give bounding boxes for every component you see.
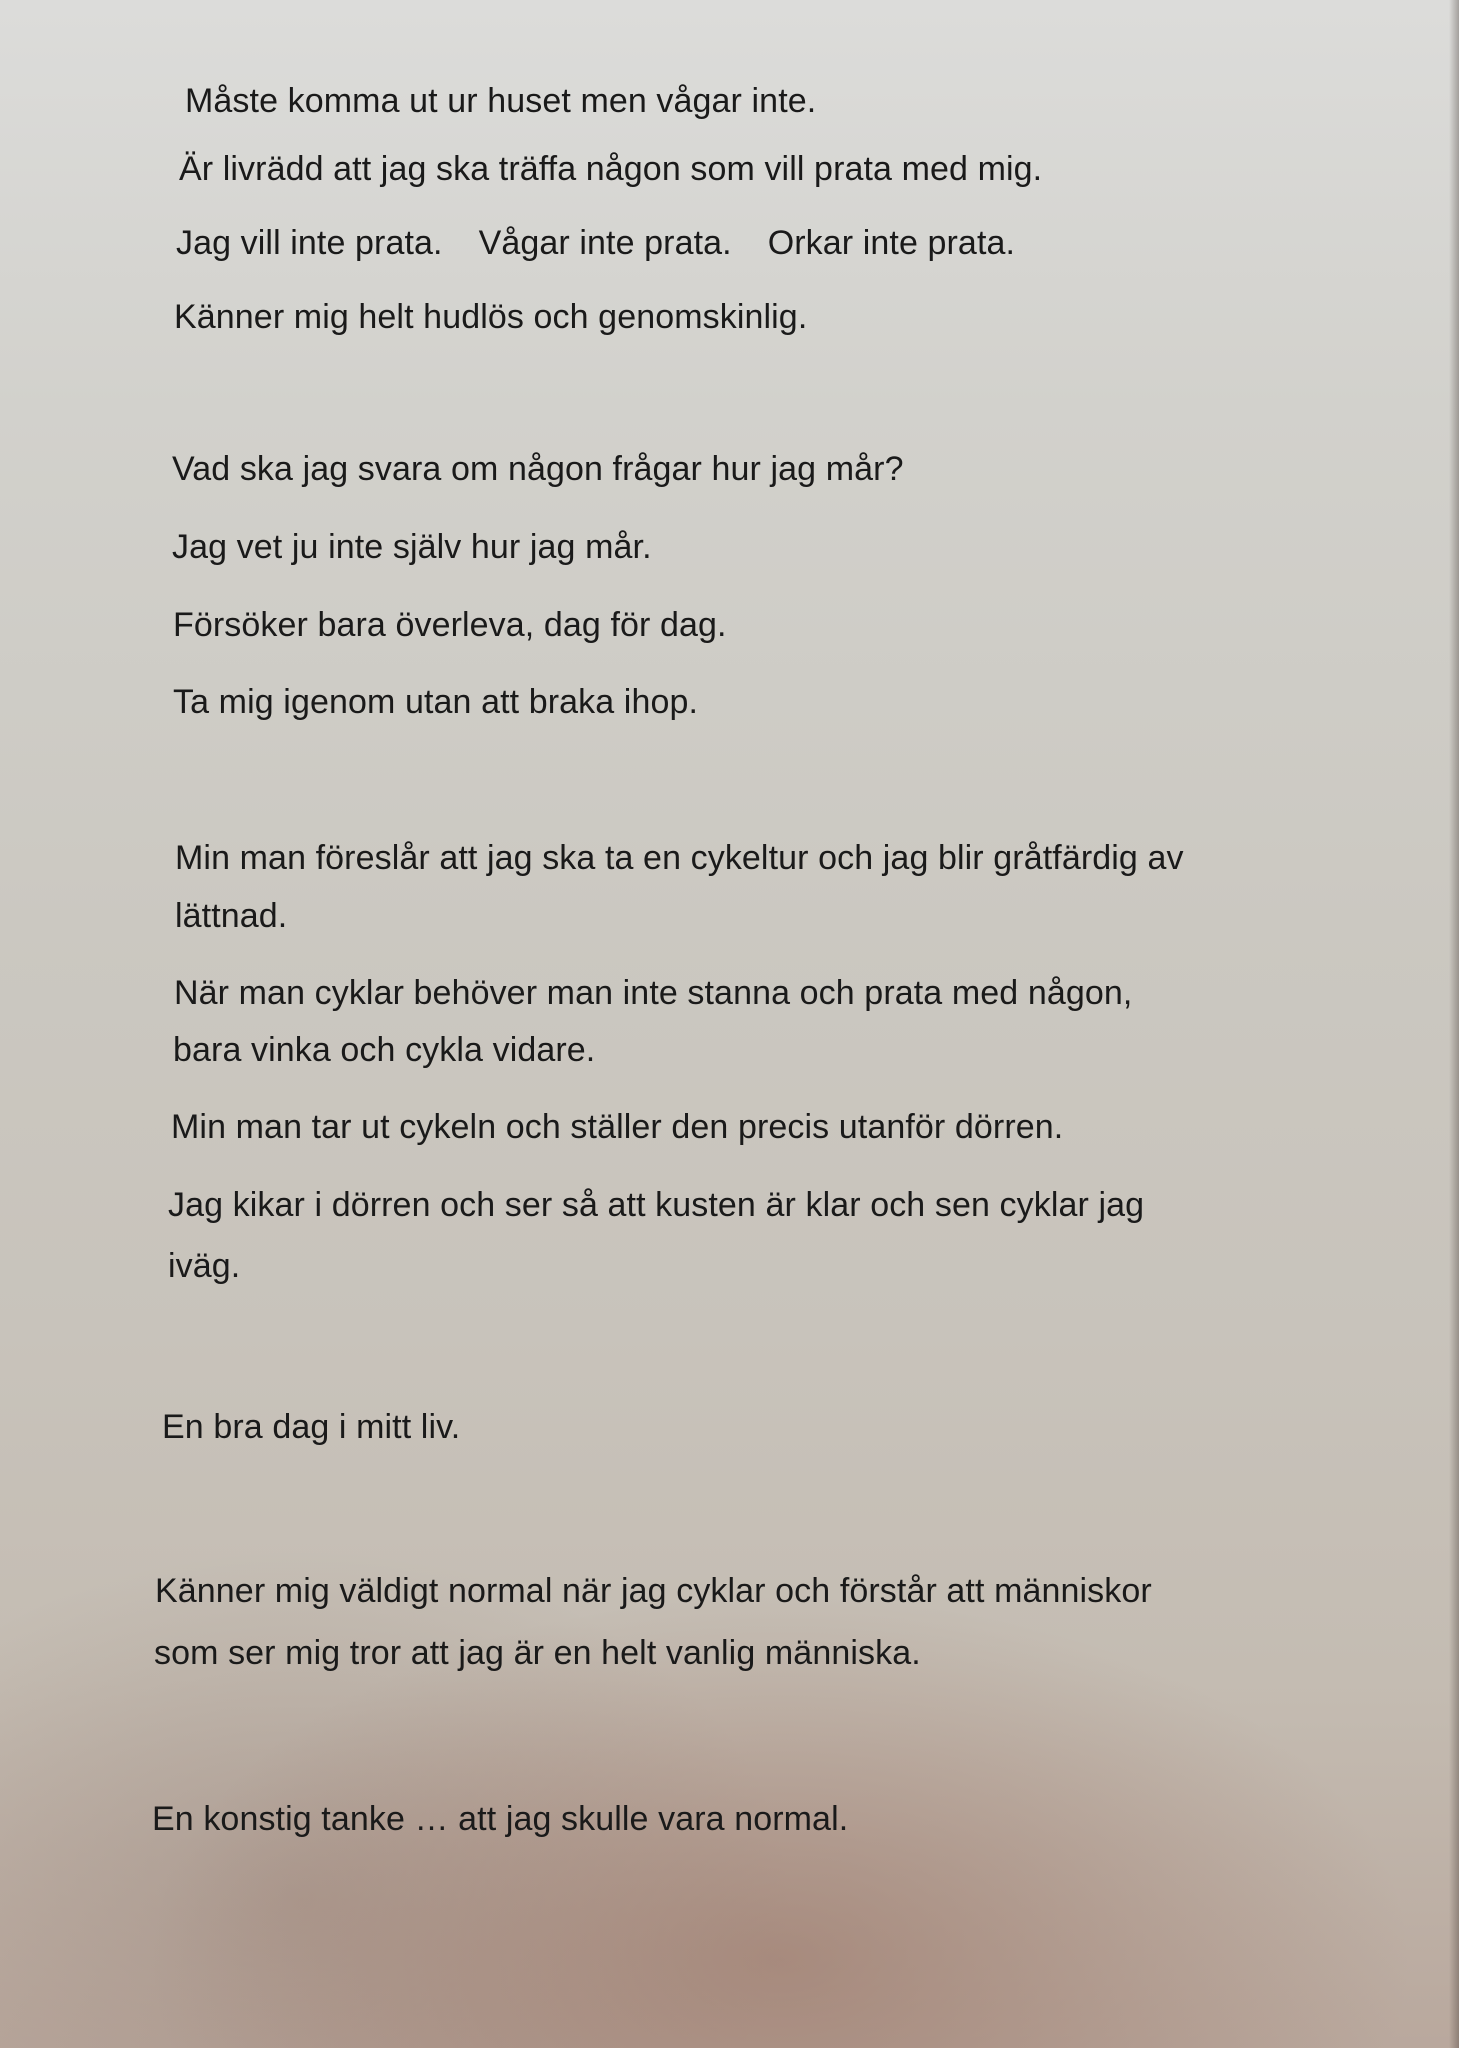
text-line: En bra dag i mitt liv. — [162, 1408, 461, 1446]
text-line: Känner mig väldigt normal när jag cyklar och förstår att människor — [155, 1572, 1152, 1610]
text-line: Min man föreslår att jag ska ta en cykeltur och jag blir gråtfärdig av — [175, 839, 1184, 877]
text-line: Försöker bara överleva, dag för dag. — [173, 606, 727, 644]
text-segment: Jag vill inte prata. — [176, 224, 443, 262]
text-line: Måste komma ut ur huset men vågar inte. — [185, 82, 817, 120]
text-line: Jag vet ju inte själv hur jag mår. — [172, 528, 652, 566]
text-line: Ta mig igenom utan att braka ihop. — [173, 683, 699, 721]
text-line: Vad ska jag svara om någon frågar hur jag mår? — [172, 450, 904, 488]
text-line: bara vinka och cykla vidare. — [173, 1031, 596, 1069]
text-line: Känner mig helt hudlös och genomskinlig. — [174, 298, 808, 336]
text-line: iväg. — [168, 1247, 241, 1285]
text-line: som ser mig tror att jag är en helt vanlig människa. — [154, 1634, 921, 1672]
text-line: Är livrädd att jag ska träffa någon som vill prata med mig. — [179, 150, 1043, 188]
text-segment: Orkar inte prata. — [767, 224, 1016, 262]
text-line: Min man tar ut cykeln och ställer den precis utanför dörren. — [171, 1108, 1064, 1146]
text-line-multi — [176, 214, 1051, 272]
text-line: Jag kikar i dörren och ser så att kusten är klar och sen cyklar jag — [168, 1186, 1145, 1224]
text-segment: Vågar inte prata. — [478, 224, 732, 262]
text-line: När man cyklar behöver man inte stanna och prata med någon, — [174, 974, 1133, 1012]
text-line: En konstig tanke … att jag skulle vara normal. — [152, 1800, 849, 1838]
text-line: lättnad. — [175, 897, 288, 935]
